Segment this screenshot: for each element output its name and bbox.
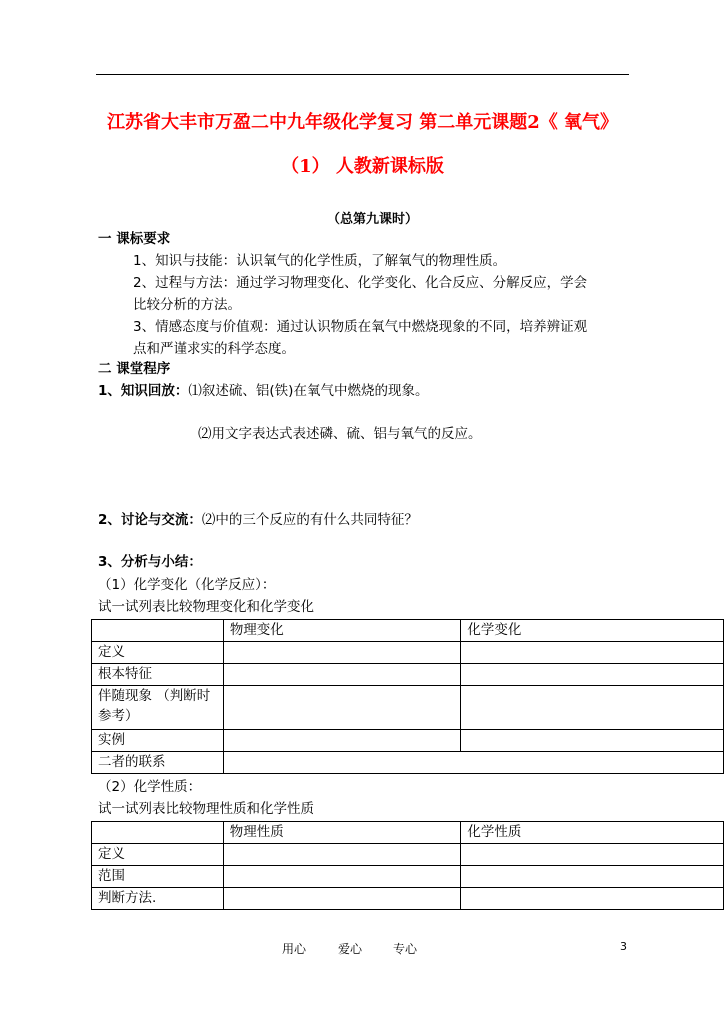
blank-cell: [461, 730, 724, 752]
table-header-cell: [92, 620, 224, 642]
review-item-1: [98, 382, 428, 400]
blank-cell: [223, 730, 461, 752]
discuss-question: ⑵中的三个反应的有什么共同特征？: [201, 512, 418, 528]
row-label: 定义: [92, 844, 224, 866]
table-row: [92, 866, 724, 888]
table-row: [92, 730, 724, 752]
blank-cell: [461, 642, 724, 664]
blank-cell: [223, 844, 461, 866]
row-label: 实例: [92, 730, 224, 752]
blank-cell: [223, 752, 723, 774]
table-row: [92, 844, 724, 866]
blank-cell: [223, 686, 461, 730]
section2-heading: 二 课堂程序: [98, 361, 171, 377]
table-row: [92, 752, 724, 774]
analysis-heading: 3、分析与小结：: [98, 554, 202, 570]
table-row: [92, 888, 724, 910]
lesson-number: （总第九课时）: [326, 212, 418, 227]
property-table-instruction: 试一试列表比较物理性质和化学性质: [98, 801, 314, 817]
row-label-line: 伴随现象 （判断时: [98, 688, 211, 704]
page-number: 3: [620, 940, 627, 953]
review-label: 1、知识回放：: [98, 383, 189, 399]
objective-process-cont: 比较分析的方法。: [133, 297, 241, 313]
document-title-line1: 江苏省大丰市万盈二中九年级化学复习 第二单元课题2《 氧气》: [106, 112, 619, 133]
discussion-item: [98, 511, 418, 529]
table-header-cell: 化学性质: [461, 822, 724, 844]
blank-cell: [223, 664, 461, 686]
blank-cell: [461, 664, 724, 686]
blank-cell: [223, 866, 461, 888]
blank-cell: [223, 642, 461, 664]
footer-motto-1: 用心: [282, 942, 307, 956]
objective-attitude: 3、情感态度与价值观：通过认识物质在氧气中燃烧现象的不同，培养辨证观: [133, 319, 588, 335]
table-row: [92, 642, 724, 664]
objective-knowledge: 1、知识与技能：认识氧气的化学性质，了解氧气的物理性质。: [133, 253, 507, 269]
table-header-cell: 化学变化: [461, 620, 724, 642]
table-header-cell: 物理性质: [223, 822, 461, 844]
row-label: 根本特征: [92, 664, 224, 686]
blank-cell: [461, 866, 724, 888]
section1-heading: 一 课标要求: [98, 231, 171, 247]
review-question-1: ⑴叙述硫、铝(铁)在氧气中燃烧的现象。: [188, 383, 429, 399]
blank-cell: [461, 844, 724, 866]
row-label-line: 参考）: [98, 708, 139, 724]
table-row: [92, 686, 724, 730]
row-label: 范围: [92, 866, 224, 888]
table-row: [92, 664, 724, 686]
row-label: [92, 686, 224, 730]
table-header-row: [92, 620, 724, 642]
property-table-caption: （2）化学性质：: [98, 779, 202, 795]
row-label: 定义: [92, 642, 224, 664]
review-question-2: ⑵用文字表达式表述磷、硫、铝与氧气的反应。: [198, 426, 482, 442]
header-rule: [96, 74, 629, 75]
row-label: 判断方法.: [92, 888, 224, 910]
blank-cell: [223, 888, 461, 910]
table-header-cell: 物理变化: [223, 620, 461, 642]
document-title-line2: （1） 人教新课标版: [281, 156, 444, 177]
table-header-row: [92, 822, 724, 844]
change-comparison-table: [91, 619, 724, 774]
change-table-instruction: 试一试列表比较物理变化和化学变化: [98, 599, 314, 615]
table-header-cell: [92, 822, 224, 844]
footer-motto-3: 专心: [393, 942, 418, 956]
objective-attitude-cont: 点和严谨求实的科学态度。: [133, 341, 295, 357]
blank-cell: [461, 888, 724, 910]
objective-process: 2、过程与方法：通过学习物理变化、化学变化、化合反应、分解反应，学会: [133, 275, 588, 291]
discuss-label: 2、讨论与交流：: [98, 512, 202, 528]
change-table-caption: （1）化学变化（化学反应）：: [98, 577, 276, 593]
blank-cell: [461, 686, 724, 730]
row-label: 二者的联系: [92, 752, 224, 774]
property-comparison-table: [91, 821, 724, 910]
footer-motto-2: 爱心: [338, 942, 363, 956]
